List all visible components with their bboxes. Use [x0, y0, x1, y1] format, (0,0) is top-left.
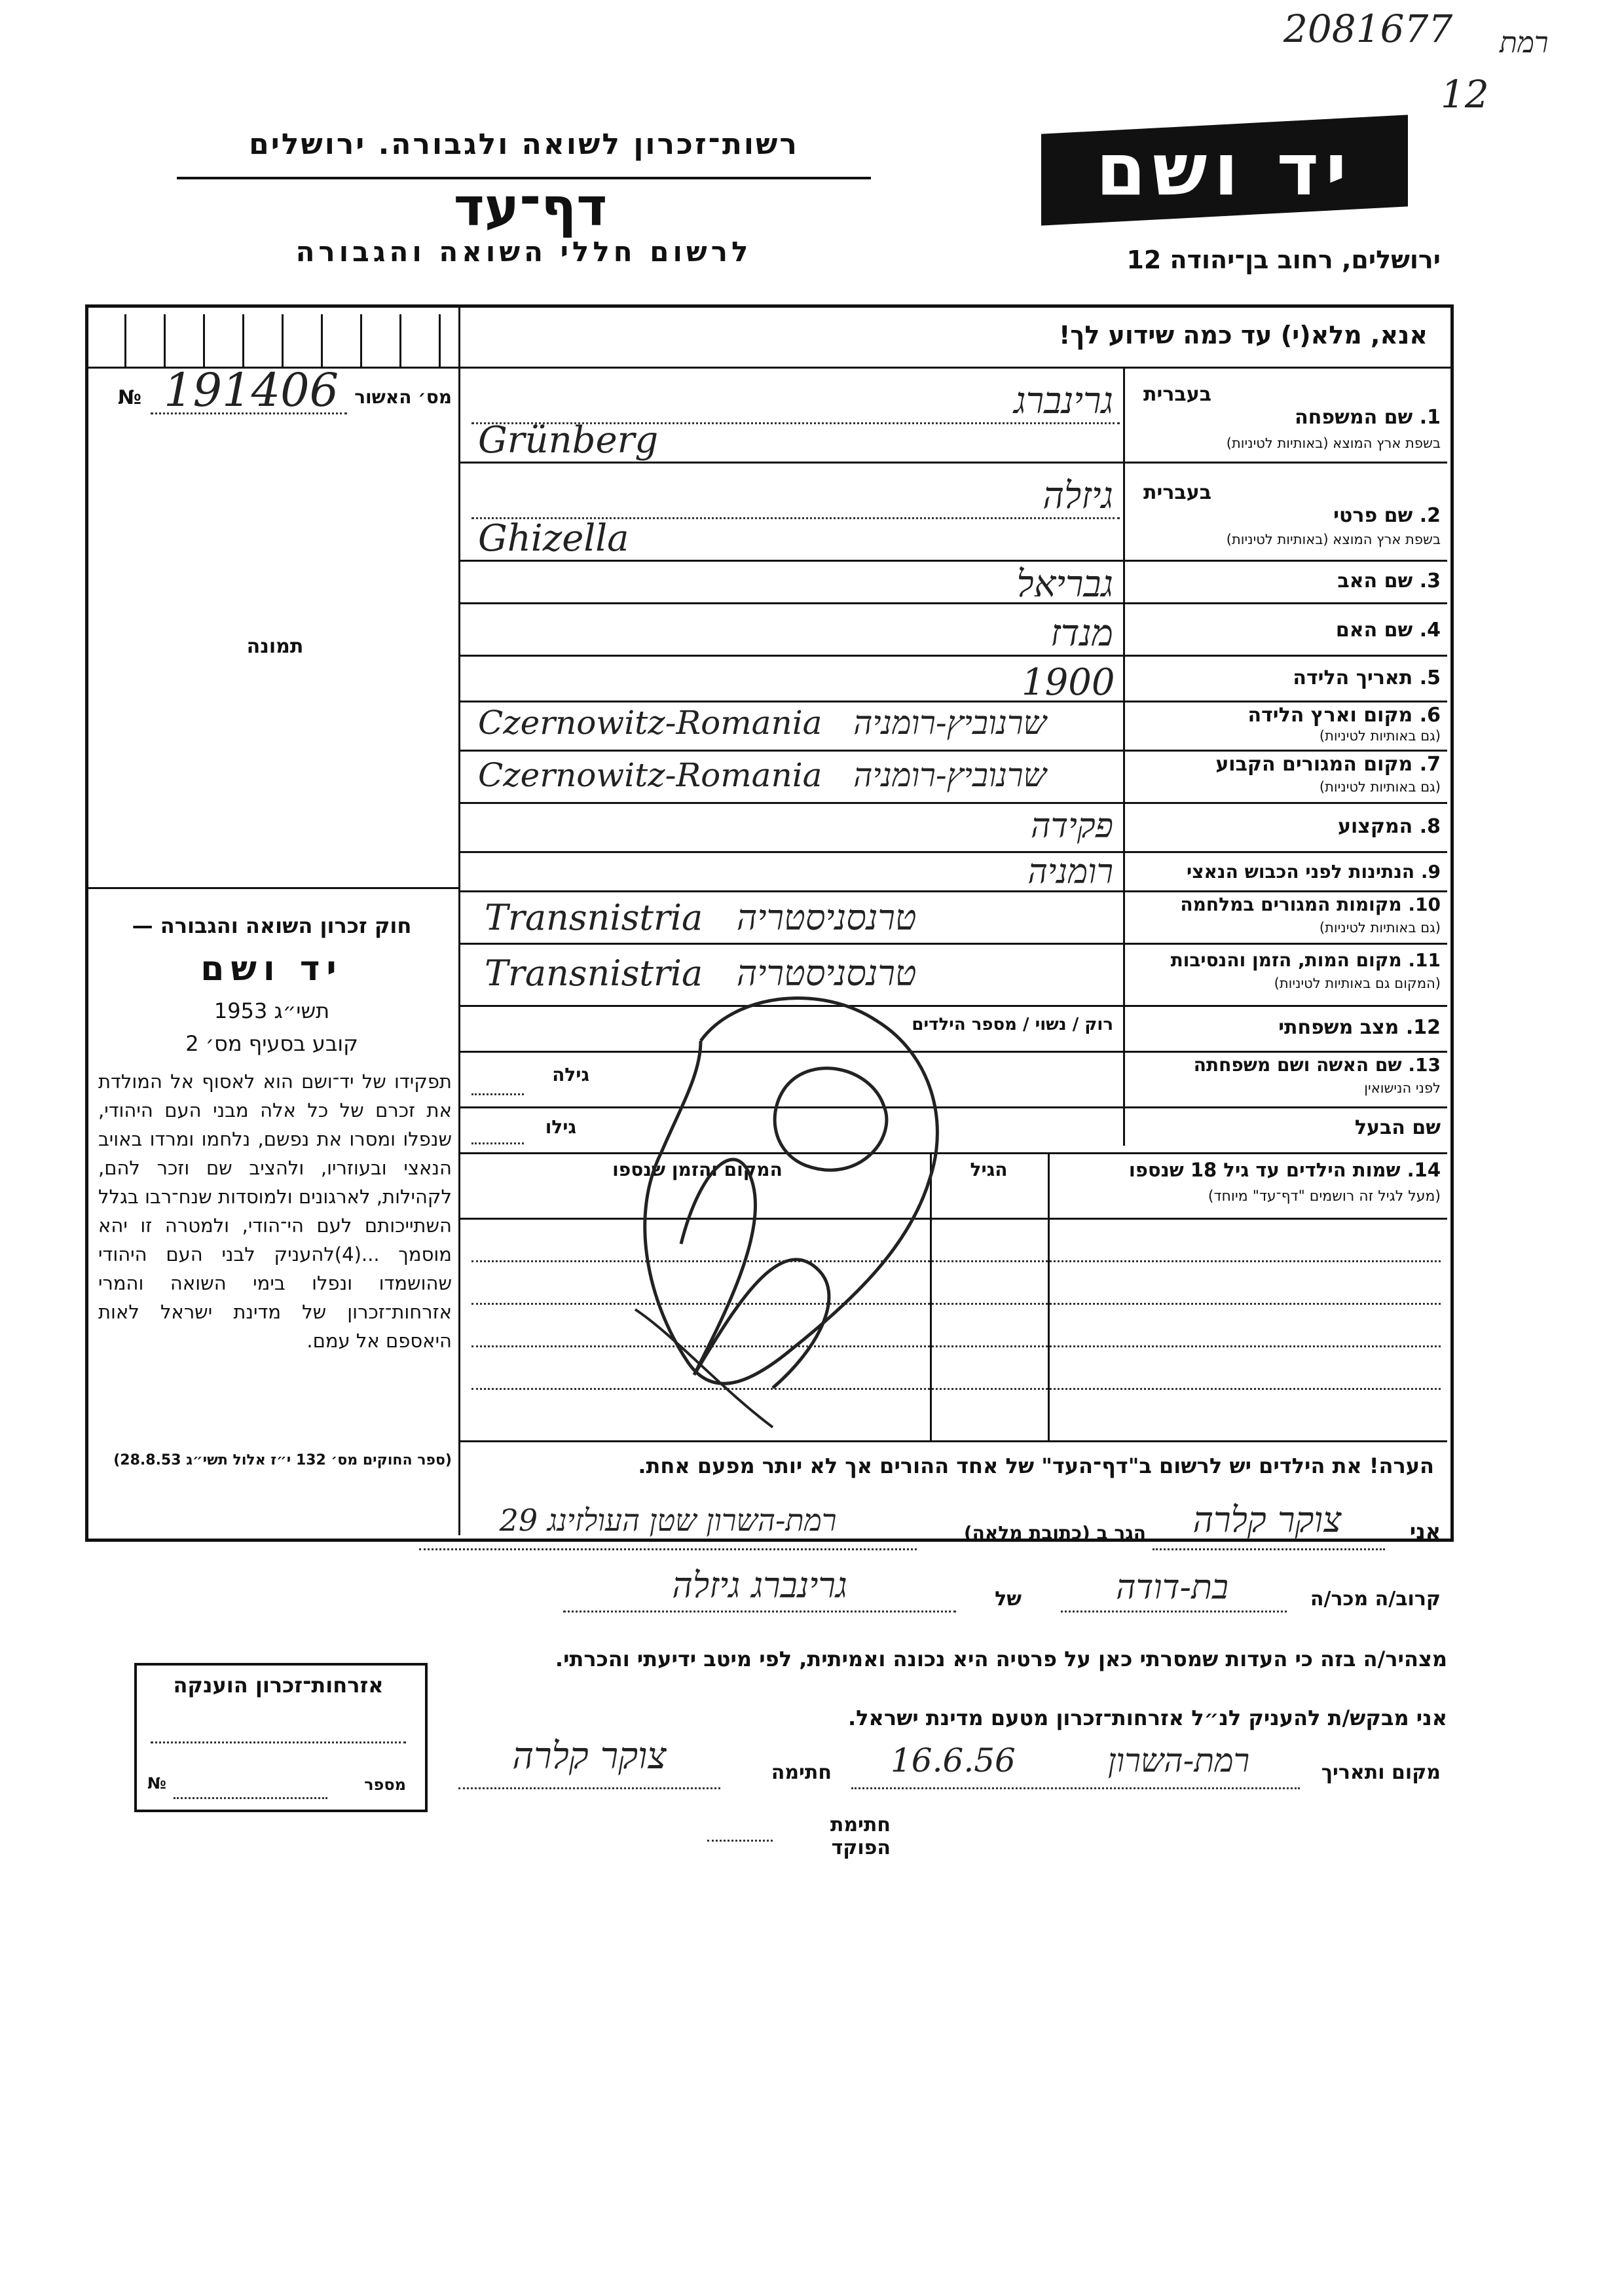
- law-year: תשי״ג 1953: [213, 998, 330, 1023]
- row-label-profession: 8. המקצוע: [1337, 815, 1441, 838]
- in-hebrew-label: בעברית: [1143, 481, 1211, 504]
- citizenship-title: אזרחות־זכרון הוענקה: [173, 1673, 384, 1698]
- left-column-divider: [458, 367, 460, 1535]
- citizenship-number-line: [174, 1797, 327, 1799]
- approval-value: 191406: [164, 363, 339, 417]
- official-line: [707, 1840, 773, 1842]
- law-logo: יד ושם: [200, 949, 343, 989]
- row-label-marital: 12. מצב משפחתי: [1278, 1016, 1441, 1039]
- value-profession: פקידה: [1030, 807, 1113, 846]
- row-label-residence: 7. מקום המגורים הקבוע: [1215, 753, 1441, 776]
- row-rule: [458, 560, 1447, 562]
- instruction: אנא, מלא(י) עד כמה שידוע לך!: [1059, 321, 1428, 350]
- relation-value: בת-דודה: [1116, 1568, 1228, 1607]
- value-wartime-residence: Transnistria טרנסניסטריה: [485, 897, 917, 938]
- value-residence: Czernowitz-Romania שרנוביץ-רומניה: [478, 756, 1046, 794]
- wife-age-line: [471, 1093, 524, 1095]
- form-subtitle: לרשום חללי השואה והגבורה: [295, 236, 752, 268]
- row-label-firstname: 2. שם פרטי: [1333, 504, 1441, 527]
- approval-label: מס׳ האשור: [354, 386, 452, 408]
- declare-text: מצהיר/ה בזה כי העדות שמסרתי כאן על פרטיה היא נכונה ואמיתית, לפי מיטב ידיעתי והכרתי.: [555, 1647, 1447, 1671]
- label-column-divider: [1123, 367, 1125, 1146]
- children-col-name: [1048, 1152, 1050, 1440]
- archive-ref: 12: [1441, 72, 1489, 117]
- address-line: ירושלים, רחוב בן־יהודה 12: [1126, 246, 1441, 274]
- children-col-place-label: המקום והזמן שנספו: [612, 1159, 783, 1180]
- value-birthdate: 1900: [1022, 661, 1115, 704]
- of-label: של: [995, 1588, 1022, 1611]
- top-strip-divider: [458, 304, 460, 370]
- official-label: חתימת הפוקד: [830, 1813, 891, 1859]
- children-label: 14. שמות הילדים עד גיל 18 שנספו: [1128, 1159, 1441, 1181]
- children-col-age-label: הגיל: [970, 1159, 1008, 1180]
- row-label-mother: 4. שם האם: [1335, 619, 1441, 642]
- row-rule: [458, 462, 1447, 464]
- approval-boxes: [98, 314, 452, 367]
- value-firstname-hebrew: גיזלה: [1043, 475, 1113, 517]
- value-surname-hebrew: גרינברג: [1014, 380, 1113, 422]
- ani-label: אני: [1409, 1519, 1441, 1544]
- value-surname-latin: Grünberg: [478, 419, 659, 462]
- children-bottom-rule: [458, 1440, 1447, 1442]
- address-line: [419, 1548, 917, 1550]
- value-mother: מנדז: [1050, 612, 1113, 655]
- signature-label: חתימה: [771, 1761, 832, 1784]
- row-rule: [458, 802, 1447, 804]
- row-sub-firstname: בשפת ארץ המוצא (באותיות לטיניות): [1226, 532, 1441, 547]
- row-label-surname: 1. שם המשפחה: [1295, 406, 1441, 429]
- row-label-wife: 13. שם האשה ושם משפחתה: [1193, 1054, 1441, 1076]
- law-source: (ספר החוקים מס׳ 132 י״ז אלול תשי״ג 28.8.53): [113, 1452, 452, 1468]
- row-label-husband: שם הבעל: [1354, 1116, 1441, 1139]
- wife-age-label: גילה: [552, 1064, 589, 1085]
- law-section: קובע בסעיף מס׳ 2: [185, 1031, 358, 1056]
- approval-no-sign: №: [118, 386, 142, 409]
- row-label-wartime-residence: 10. מקומות המגורים במלחמה: [1180, 894, 1441, 915]
- row-label-birthplace: 6. מקום וארץ הלידה: [1247, 704, 1441, 727]
- place-date-label: מקום ותאריך: [1321, 1761, 1441, 1784]
- place-date-line: [851, 1787, 1300, 1789]
- value-birthplace: Czernowitz-Romania שרנוביץ-רומניה: [478, 704, 1046, 742]
- relative-label: קרוב/ה מכר/ה: [1310, 1588, 1441, 1611]
- value-father: גבריאל: [1016, 563, 1113, 606]
- relation-line: [1061, 1611, 1287, 1613]
- value-nationality: רומניה: [1027, 852, 1113, 892]
- row-sub-death: (המקום גם באותיות לטיניות): [1274, 975, 1441, 991]
- photo-label: תמונה: [246, 635, 304, 658]
- in-hebrew-label: בעברית: [1143, 383, 1211, 406]
- place-value: רמת-השרון: [1107, 1741, 1250, 1779]
- declarant-line: [1153, 1548, 1385, 1550]
- date-value: 16.6.56: [891, 1741, 1016, 1779]
- row-label-nationality: 9. הנתינות לפני הכבוש הנאצי: [1187, 861, 1441, 883]
- citizenship-number-label: מספר: [364, 1776, 406, 1794]
- row-label-birthdate: 5. תאריך הלידה: [1293, 666, 1441, 689]
- photo-area-bottom: [85, 887, 458, 889]
- archive-number: 2081677: [1283, 7, 1453, 51]
- children-sub: (מעל לגיל זה רושמים "דף־עד" מיוחד): [1208, 1188, 1441, 1205]
- row-sub-wife: לפני הנישואין: [1364, 1080, 1441, 1096]
- authority-line: רשות־זכרון לשואה ולגבורה. ירושלים: [249, 128, 799, 161]
- signature-value: צוקר קלרה: [512, 1735, 667, 1777]
- row-label-father: 3. שם האב: [1337, 570, 1441, 592]
- citizenship-line: [151, 1741, 406, 1743]
- signature-scrawl: [622, 969, 989, 1440]
- husband-age-label: גילו: [545, 1116, 576, 1138]
- row-rule: [458, 750, 1447, 752]
- row-sub-residence: (גם באותיות לטיניות): [1319, 779, 1441, 795]
- victim-name: גרינברג גיזלה: [672, 1565, 847, 1606]
- resides-label: הגר ב (כתובת מלאה): [963, 1522, 1146, 1544]
- law-text: תפקידו של יד־ושם הוא לאסוף אל המולדת את זכרם של כל אלה מבני העם היהודי, שנפלו ומסרו את נפשם, נלחמו ומרדו באויב הנאצי ובעוזריו, ולהציב שם וזכר להם, לקהילות, לארגונים ולמוסדות שנח־רבו בגלל השתייכותם לעם הי־הודי, ולמטרה זו יהא מוסמך ...(4)להעניק לבני העם היהודי שהושמדו ונפלו בימי השואה והמרי אזרחות־זכרון של מדינת ישראל לאות היאספם אל עמם.: [98, 1070, 452, 1352]
- row-rule: [458, 655, 1447, 657]
- victim-line: [563, 1611, 956, 1613]
- husband-age-line: [471, 1142, 524, 1144]
- row-sub-surname: בשפת ארץ המוצא (באותיות לטיניות): [1226, 435, 1441, 451]
- law-title: חוק זכרון השואה והגבורה —: [132, 913, 412, 938]
- archive-note: רמת: [1500, 26, 1549, 60]
- note: הערה! את הילדים יש לרשום ב"דף־העד" של אחד ההורים אך לא יותר מפעם אחת.: [638, 1453, 1434, 1478]
- form-title: דף־עד: [453, 177, 608, 238]
- logo-text: יד ושם: [1096, 128, 1354, 211]
- declarant-address: רמת-השרון שטן העולזינג 29: [499, 1503, 837, 1538]
- value-marital-options: רוק / נשוי / מספר הילדים: [912, 1015, 1113, 1034]
- row-rule: [458, 701, 1447, 702]
- row-label-death: 11. מקום המות, הזמן והנסיבות: [1170, 949, 1441, 971]
- value-firstname-latin: Ghizella: [478, 517, 629, 560]
- declarant-name: צוקר קלרה: [1192, 1499, 1342, 1540]
- signature-line: [458, 1787, 720, 1789]
- row-sub-wartime-residence: (גם באותיות לטיניות): [1319, 920, 1441, 936]
- citizenship-no-sign: №: [147, 1774, 166, 1793]
- row-rule: [458, 943, 1447, 945]
- request-text: אני מבקש/ת להעניק לנ״ל אזרחות־זכרון מטעם מדינת ישראל.: [848, 1705, 1447, 1730]
- row-sub-birthplace: (גם באותיות לטיניות): [1319, 728, 1441, 744]
- value-death: Transnistria טרנסניסטריה: [485, 953, 917, 994]
